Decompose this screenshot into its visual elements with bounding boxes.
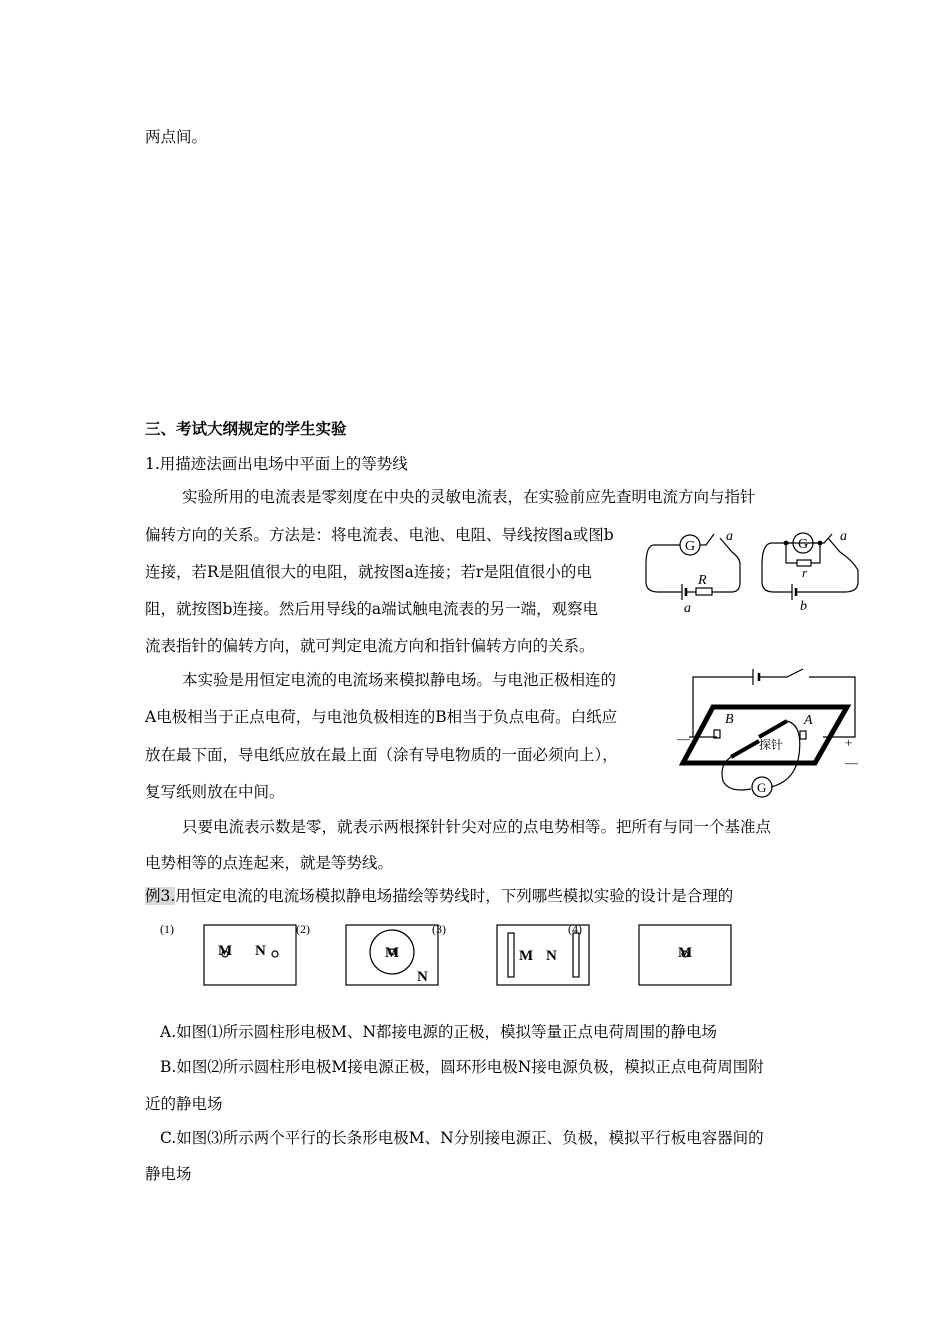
figure-label-b: b xyxy=(800,599,807,614)
electrode-a xyxy=(800,731,806,739)
fig3-plate-m xyxy=(508,933,514,977)
option-b-line2: 近的静电场 xyxy=(145,1095,223,1113)
fig2-label-n: N xyxy=(417,969,428,985)
galvanometer-label: G xyxy=(685,539,696,554)
option-c-line1: C.如图⑶所示两个平行的长条形电极M、N分别接电源正、负极，模拟平行板电容器间的 xyxy=(160,1129,764,1147)
terminal-label-a: a xyxy=(726,529,733,544)
minus-sign: — xyxy=(845,755,858,770)
fig4-label-m: M xyxy=(678,945,693,961)
para1-line: 连接，若R是阻值很大的电阻，就按图a连接；若r是阻值很小的电 xyxy=(145,563,592,581)
fig1-electrode-n xyxy=(272,951,278,957)
para1-line: 实验所用的电流表是零刻度在中央的灵敏电流表，在实验前应先查明电流方向与指针 xyxy=(182,488,756,506)
fig1-label-n: N xyxy=(255,943,266,959)
fig3-label-m: M xyxy=(519,948,534,964)
section-heading: 三、考试大纲规定的学生实验 xyxy=(145,421,347,438)
para1-line: 偏转方向的关系。方法是：将电流表、电池、电阻、导线按图a或图b xyxy=(145,526,614,544)
option-figures xyxy=(150,915,750,995)
fig3-plate-n xyxy=(573,933,579,977)
fig-label-4: (4) xyxy=(568,922,582,936)
subheading: 1.用描迹法画出电场中平面上的等势线 xyxy=(145,455,408,473)
galvanometer-label: G xyxy=(757,780,767,795)
resistor-label-R: R xyxy=(698,573,707,588)
example-question xyxy=(145,886,733,906)
resistor-icon xyxy=(696,588,712,595)
minus-sign: — xyxy=(677,731,690,746)
example-stem: 用恒定电流的电流场模拟静电场描绘等势线时，下列哪些模拟实验的设计是合理的 xyxy=(175,887,734,905)
probe-label: 探针 xyxy=(759,738,784,752)
probe-icon xyxy=(759,721,787,737)
figure-label-a: a xyxy=(684,601,691,616)
fig-label-3: (3) xyxy=(432,922,446,936)
fig-label-1: (1) xyxy=(160,922,174,936)
electrode-label-a: A xyxy=(804,713,813,728)
continuation-text: 两点间。 xyxy=(145,128,208,146)
para2-line: 放在最下面，导电纸应放在最上面（涂有导电物质的一面必须向上）， xyxy=(145,746,618,764)
fig3-label-n: N xyxy=(546,948,557,964)
option-b-line1: B.如图⑵所示圆柱形电极M接电源正极，圆环形电极N接电源负极，模拟正点电荷周围附 xyxy=(160,1058,764,1076)
terminal-label-a: a xyxy=(840,529,847,544)
para1-line: 流表指针的偏转方向，就可判定电流方向和指针偏转方向的关系。 xyxy=(145,637,595,655)
probe-icon xyxy=(731,741,759,757)
para2-line: 复写纸则放在中间。 xyxy=(145,783,285,801)
experiment-setup-figure xyxy=(675,665,870,805)
para1-line: 阻，就按图b连接。然后用导线的a端试触电流表的另一端，观察电 xyxy=(145,600,599,618)
fig2-label-m: M xyxy=(385,945,400,961)
galvanometer-label: G xyxy=(798,537,809,552)
plus-sign: + xyxy=(845,735,853,750)
electrode-label-b: B xyxy=(725,712,734,727)
para3-line: 只要电流表示数是零，就表示两根探针针尖对应的点电势相等。把所有与同一个基准点 xyxy=(182,818,772,836)
galvanometer-circuit-figure xyxy=(640,520,870,620)
fig-label-2: (2) xyxy=(296,922,310,936)
resistor-label-r: r xyxy=(802,565,808,580)
para2-line: A电极相当于正点电荷，与电池负极相连的B相当于负点电荷。白纸应 xyxy=(145,708,618,726)
para3-line: 电势相等的点连起来，就是等势线。 xyxy=(145,854,394,872)
para2-line: 本实验是用恒定电流的电流场来模拟静电场。与电池正极相连的 xyxy=(182,671,617,689)
fig1-label-m: M xyxy=(218,943,233,959)
option-c-line2: 静电场 xyxy=(145,1165,192,1183)
option-a: A.如图⑴所示圆柱形电极M、N都接电源的正极，模拟等量正点电荷周围的静电场 xyxy=(160,1023,718,1041)
example-label: 例3. xyxy=(145,887,176,905)
